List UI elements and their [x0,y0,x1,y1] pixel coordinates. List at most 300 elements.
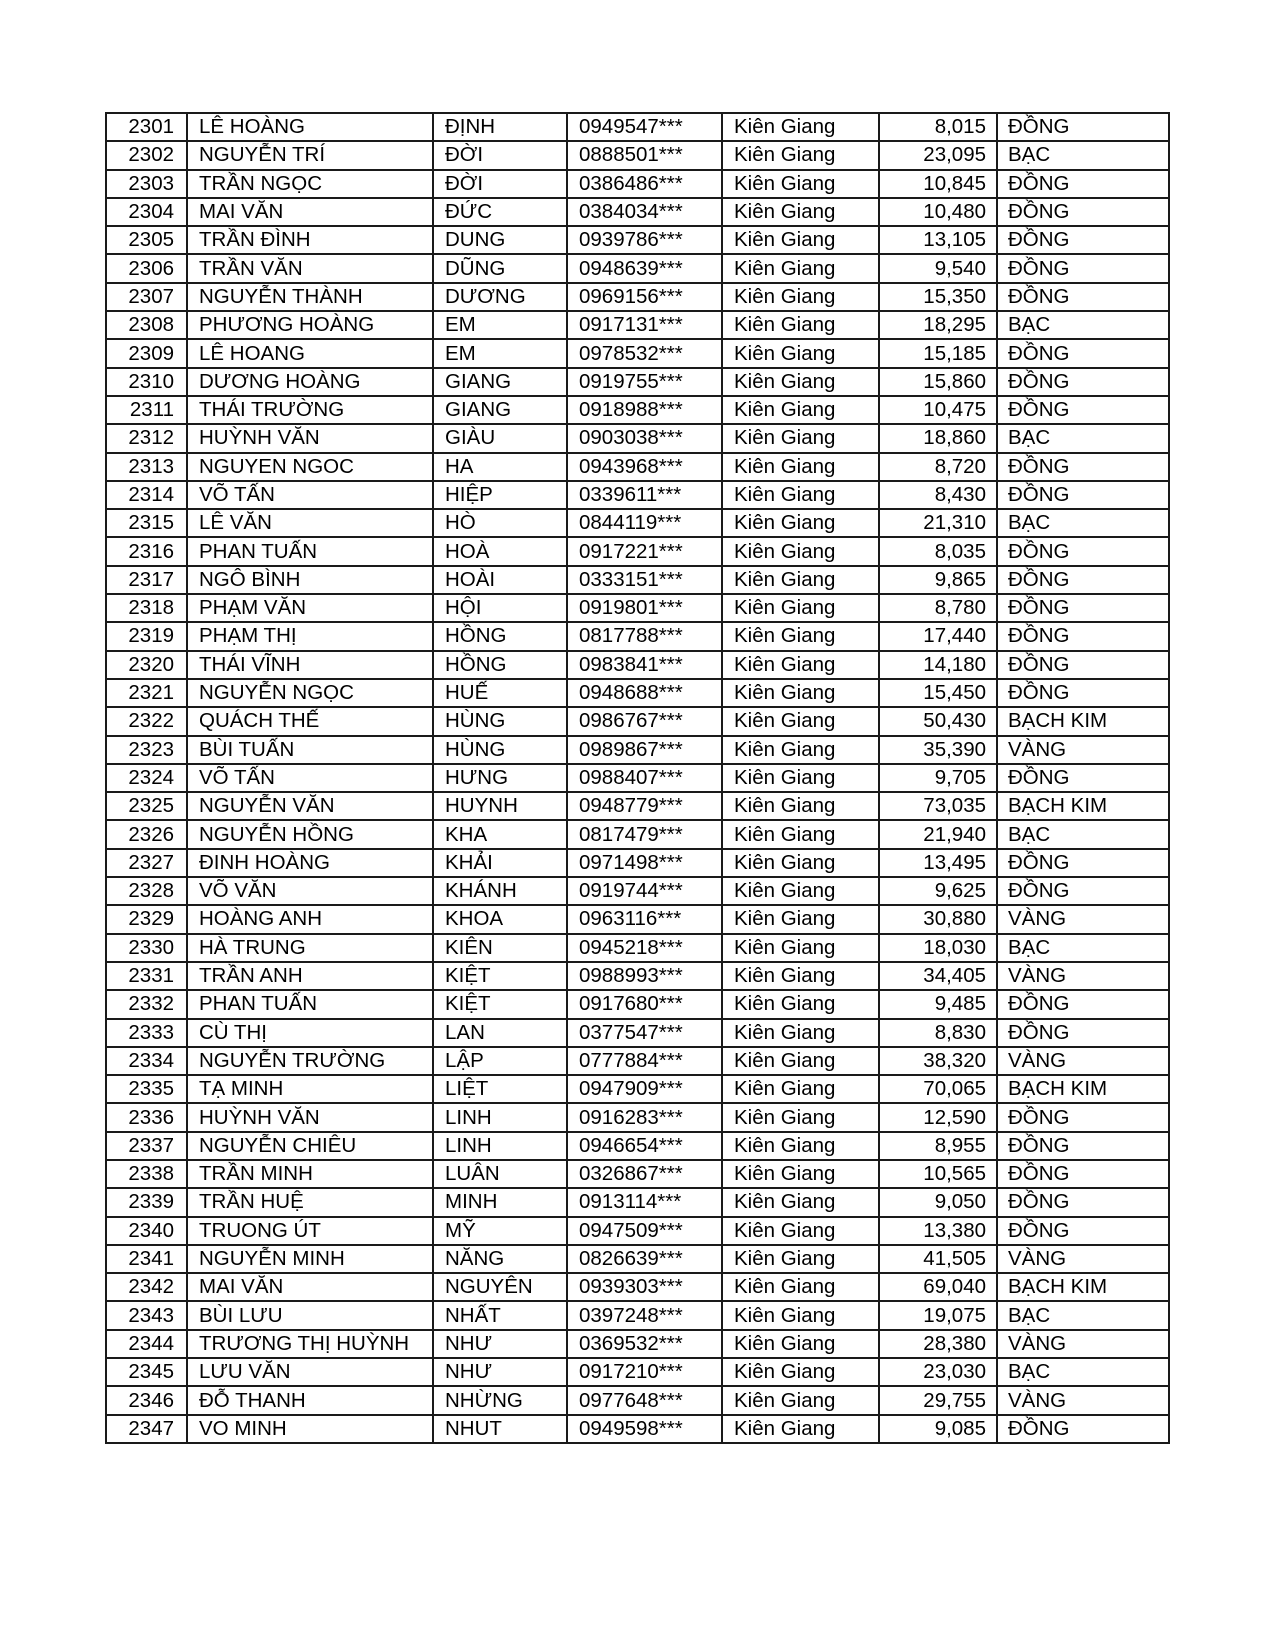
family-name-cell: NGUYỄN TRƯỜNG [187,1047,433,1075]
score-cell: 10,565 [879,1160,997,1188]
score-cell: 8,035 [879,537,997,565]
rank-cell: BẠC [997,141,1169,169]
family-name-cell: NGUYỄN CHIÊU [187,1132,433,1160]
row-number: 2316 [106,537,187,565]
row-number: 2315 [106,509,187,537]
row-number: 2329 [106,905,187,933]
rank-cell: ĐỒNG [997,1188,1169,1216]
rank-cell: BẠCH KIM [997,1273,1169,1301]
row-number: 2322 [106,707,187,735]
family-name-cell: PHAN TUẤN [187,990,433,1018]
score-cell: 21,940 [879,820,997,848]
rank-cell: ĐỒNG [997,651,1169,679]
table-row [106,198,1169,226]
phone-cell: 0949598*** [567,1415,722,1443]
given-name-cell: LIỆT [433,1075,567,1103]
phone-cell: 0969156*** [567,283,722,311]
row-number: 2320 [106,651,187,679]
phone-cell: 0913114*** [567,1188,722,1216]
province-cell: Kiên Giang [722,1415,879,1443]
family-name-cell: NGUYỄN NGỌC [187,679,433,707]
province-cell: Kiên Giang [722,226,879,254]
table-row [106,651,1169,679]
table-row [106,170,1169,198]
given-name-cell: HỒNG [433,622,567,650]
province-cell: Kiên Giang [722,707,879,735]
table-row [106,566,1169,594]
family-name-cell: LÊ VĂN [187,509,433,537]
given-name-cell: ĐỨC [433,198,567,226]
given-name-cell: EM [433,311,567,339]
row-number: 2340 [106,1217,187,1245]
province-cell: Kiên Giang [722,566,879,594]
province-cell: Kiên Giang [722,651,879,679]
given-name-cell: HƯNG [433,764,567,792]
family-name-cell: LÊ HOÀNG [187,113,433,141]
rank-cell: ĐỒNG [997,368,1169,396]
rank-cell: BẠC [997,1358,1169,1386]
phone-cell: 0963116*** [567,905,722,933]
score-cell: 12,590 [879,1103,997,1131]
table-row [106,1188,1169,1216]
given-name-cell: KIỆT [433,962,567,990]
province-cell: Kiên Giang [722,1047,879,1075]
province-cell: Kiên Giang [722,311,879,339]
row-number: 2334 [106,1047,187,1075]
table-row [106,113,1169,141]
row-number: 2347 [106,1415,187,1443]
row-number: 2339 [106,1188,187,1216]
score-cell: 8,955 [879,1132,997,1160]
score-cell: 8,720 [879,453,997,481]
rank-cell: ĐỒNG [997,198,1169,226]
rank-cell: ĐỒNG [997,537,1169,565]
given-name-cell: HOÀ [433,537,567,565]
phone-cell: 0333151*** [567,566,722,594]
province-cell: Kiên Giang [722,1019,879,1047]
row-number: 2309 [106,339,187,367]
score-cell: 9,540 [879,254,997,282]
table-row [106,368,1169,396]
province-cell: Kiên Giang [722,1075,879,1103]
table-row [106,679,1169,707]
rank-cell: ĐỒNG [997,396,1169,424]
row-number: 2308 [106,311,187,339]
score-cell: 9,485 [879,990,997,1018]
family-name-cell: NGÔ BÌNH [187,566,433,594]
table-row [106,736,1169,764]
rank-cell: BẠC [997,934,1169,962]
table-row [106,1103,1169,1131]
family-name-cell: THÁI TRƯỜNG [187,396,433,424]
rank-cell: BẠC [997,509,1169,537]
family-name-cell: VÕ TẤN [187,764,433,792]
row-number: 2325 [106,792,187,820]
rank-cell: ĐỒNG [997,1132,1169,1160]
given-name-cell: MỸ [433,1217,567,1245]
score-cell: 13,495 [879,849,997,877]
family-name-cell: TRẦN ANH [187,962,433,990]
province-cell: Kiên Giang [722,1358,879,1386]
province-cell: Kiên Giang [722,1301,879,1329]
score-cell: 18,860 [879,424,997,452]
given-name-cell: HÙNG [433,736,567,764]
phone-cell: 0948688*** [567,679,722,707]
row-number: 2304 [106,198,187,226]
table-row [106,905,1169,933]
province-cell: Kiên Giang [722,254,879,282]
rank-cell: VÀNG [997,1047,1169,1075]
family-name-cell: TRẦN HUỆ [187,1188,433,1216]
score-cell: 29,755 [879,1386,997,1414]
score-cell: 8,830 [879,1019,997,1047]
given-name-cell: KHA [433,820,567,848]
phone-cell: 0988407*** [567,764,722,792]
province-cell: Kiên Giang [722,1273,879,1301]
family-name-cell: TRẦN MINH [187,1160,433,1188]
rank-cell: VÀNG [997,1245,1169,1273]
given-name-cell: KIỆT [433,990,567,1018]
row-number: 2338 [106,1160,187,1188]
family-name-cell: MAI VĂN [187,198,433,226]
row-number: 2326 [106,820,187,848]
family-name-cell: TRẦN ĐÌNH [187,226,433,254]
score-cell: 30,880 [879,905,997,933]
given-name-cell: HOÀI [433,566,567,594]
table-row [106,962,1169,990]
table-row [106,1415,1169,1443]
row-number: 2332 [106,990,187,1018]
family-name-cell: PHẠM VĂN [187,594,433,622]
phone-cell: 0377547*** [567,1019,722,1047]
rank-cell: ĐỒNG [997,566,1169,594]
score-cell: 9,865 [879,566,997,594]
rank-cell: VÀNG [997,962,1169,990]
table-row [106,1132,1169,1160]
province-cell: Kiên Giang [722,537,879,565]
row-number: 2318 [106,594,187,622]
table-row [106,849,1169,877]
province-cell: Kiên Giang [722,481,879,509]
table-row [106,537,1169,565]
phone-cell: 0384034*** [567,198,722,226]
score-cell: 17,440 [879,622,997,650]
phone-cell: 0844119*** [567,509,722,537]
score-cell: 15,860 [879,368,997,396]
rank-cell: ĐỒNG [997,170,1169,198]
family-name-cell: NGUYỄN MINH [187,1245,433,1273]
province-cell: Kiên Giang [722,453,879,481]
phone-cell: 0369532*** [567,1330,722,1358]
rank-cell: ĐỒNG [997,877,1169,905]
family-name-cell: VÕ VĂN [187,877,433,905]
score-cell: 9,625 [879,877,997,905]
score-cell: 21,310 [879,509,997,537]
rank-cell: ĐỒNG [997,849,1169,877]
row-number: 2313 [106,453,187,481]
phone-cell: 0986767*** [567,707,722,735]
province-cell: Kiên Giang [722,396,879,424]
phone-cell: 0917221*** [567,537,722,565]
table-row [106,764,1169,792]
given-name-cell: EM [433,339,567,367]
phone-cell: 0888501*** [567,141,722,169]
province-cell: Kiên Giang [722,368,879,396]
score-cell: 10,845 [879,170,997,198]
score-cell: 9,085 [879,1415,997,1443]
given-name-cell: ĐỊNH [433,113,567,141]
row-number: 2305 [106,226,187,254]
document-page [105,112,1168,1444]
table-row [106,1301,1169,1329]
rank-cell: ĐỒNG [997,764,1169,792]
table-row [106,481,1169,509]
table-row [106,1075,1169,1103]
table-row [106,453,1169,481]
province-cell: Kiên Giang [722,594,879,622]
rank-cell: VÀNG [997,1330,1169,1358]
rank-cell: VÀNG [997,1386,1169,1414]
phone-cell: 0919755*** [567,368,722,396]
rank-cell: ĐỒNG [997,453,1169,481]
row-number: 2323 [106,736,187,764]
row-number: 2303 [106,170,187,198]
family-name-cell: LÊ HOANG [187,339,433,367]
phone-cell: 0339611*** [567,481,722,509]
score-cell: 18,295 [879,311,997,339]
province-cell: Kiên Giang [722,198,879,226]
family-name-cell: DƯƠNG HOÀNG [187,368,433,396]
table-row [106,622,1169,650]
row-number: 2346 [106,1386,187,1414]
score-cell: 8,780 [879,594,997,622]
given-name-cell: HÙNG [433,707,567,735]
phone-cell: 0988993*** [567,962,722,990]
given-name-cell: NHẤT [433,1301,567,1329]
table-row [106,1330,1169,1358]
phone-cell: 0939303*** [567,1273,722,1301]
given-name-cell: HUẾ [433,679,567,707]
province-cell: Kiên Giang [722,905,879,933]
score-cell: 35,390 [879,736,997,764]
phone-cell: 0917210*** [567,1358,722,1386]
province-cell: Kiên Giang [722,1386,879,1414]
family-name-cell: PHƯƠNG HOÀNG [187,311,433,339]
rank-cell: ĐỒNG [997,1160,1169,1188]
rank-cell: BẠCH KIM [997,707,1169,735]
given-name-cell: LUÂN [433,1160,567,1188]
score-cell: 70,065 [879,1075,997,1103]
given-name-cell: KIÊN [433,934,567,962]
phone-cell: 0919744*** [567,877,722,905]
score-cell: 19,075 [879,1301,997,1329]
province-cell: Kiên Giang [722,990,879,1018]
given-name-cell: LINH [433,1132,567,1160]
rank-cell: BẠC [997,1301,1169,1329]
family-name-cell: VÕ TẤN [187,481,433,509]
table-row [106,1217,1169,1245]
table-row [106,820,1169,848]
given-name-cell: GIÀU [433,424,567,452]
score-cell: 8,430 [879,481,997,509]
rank-cell: ĐỒNG [997,226,1169,254]
family-name-cell: MAI VĂN [187,1273,433,1301]
table-row [106,877,1169,905]
table-row [106,1245,1169,1273]
province-cell: Kiên Giang [722,170,879,198]
given-name-cell: KHẢI [433,849,567,877]
given-name-cell: ĐỜI [433,141,567,169]
given-name-cell: HUYNH [433,792,567,820]
table-row [106,509,1169,537]
phone-cell: 0978532*** [567,339,722,367]
rank-cell: ĐỒNG [997,283,1169,311]
table-row [106,934,1169,962]
row-number: 2311 [106,396,187,424]
province-cell: Kiên Giang [722,792,879,820]
rank-cell: VÀNG [997,736,1169,764]
phone-cell: 0983841*** [567,651,722,679]
family-name-cell: PHAN TUẤN [187,537,433,565]
given-name-cell: HỒNG [433,651,567,679]
province-cell: Kiên Giang [722,820,879,848]
province-cell: Kiên Giang [722,1132,879,1160]
row-number: 2310 [106,368,187,396]
family-name-cell: NGUYỄN VĂN [187,792,433,820]
row-number: 2341 [106,1245,187,1273]
family-name-cell: LƯU VĂN [187,1358,433,1386]
score-cell: 38,320 [879,1047,997,1075]
province-cell: Kiên Giang [722,509,879,537]
family-name-cell: CÙ THỊ [187,1019,433,1047]
score-cell: 10,475 [879,396,997,424]
row-number: 2319 [106,622,187,650]
table-row [106,1273,1169,1301]
row-number: 2336 [106,1103,187,1131]
phone-cell: 0386486*** [567,170,722,198]
phone-cell: 0946654*** [567,1132,722,1160]
score-cell: 73,035 [879,792,997,820]
phone-cell: 0971498*** [567,849,722,877]
given-name-cell: KHÁNH [433,877,567,905]
given-name-cell: LẬP [433,1047,567,1075]
score-cell: 41,505 [879,1245,997,1273]
given-name-cell: LAN [433,1019,567,1047]
rank-cell: ĐỒNG [997,481,1169,509]
score-cell: 15,185 [879,339,997,367]
province-cell: Kiên Giang [722,679,879,707]
given-name-cell: KHOA [433,905,567,933]
row-number: 2337 [106,1132,187,1160]
province-cell: Kiên Giang [722,141,879,169]
rank-cell: BẠC [997,311,1169,339]
score-cell: 9,705 [879,764,997,792]
score-cell: 13,105 [879,226,997,254]
province-cell: Kiên Giang [722,877,879,905]
province-cell: Kiên Giang [722,622,879,650]
row-number: 2327 [106,849,187,877]
phone-cell: 0917131*** [567,311,722,339]
row-number: 2324 [106,764,187,792]
phone-cell: 0903038*** [567,424,722,452]
table-row [106,1019,1169,1047]
family-name-cell: BÙI LƯU [187,1301,433,1329]
phone-cell: 0943968*** [567,453,722,481]
phone-cell: 0918988*** [567,396,722,424]
table-row [106,707,1169,735]
row-number: 2307 [106,283,187,311]
table-row [106,1358,1169,1386]
family-name-cell: TRẦN NGỌC [187,170,433,198]
phone-cell: 0949547*** [567,113,722,141]
family-name-cell: ĐINH HOÀNG [187,849,433,877]
rank-cell: ĐỒNG [997,1103,1169,1131]
phone-cell: 0777884*** [567,1047,722,1075]
province-cell: Kiên Giang [722,1245,879,1273]
given-name-cell: DƯƠNG [433,283,567,311]
province-cell: Kiên Giang [722,339,879,367]
given-name-cell: NHỪNG [433,1386,567,1414]
table-row [106,990,1169,1018]
province-cell: Kiên Giang [722,849,879,877]
given-name-cell: HIỆP [433,481,567,509]
table-row [106,1160,1169,1188]
family-name-cell: NGUYỄN THÀNH [187,283,433,311]
phone-cell: 0397248*** [567,1301,722,1329]
family-name-cell: BÙI TUẤN [187,736,433,764]
family-name-cell: NGUYEN NGOC [187,453,433,481]
score-cell: 15,350 [879,283,997,311]
phone-cell: 0948639*** [567,254,722,282]
table-row [106,311,1169,339]
row-number: 2342 [106,1273,187,1301]
given-name-cell: HỘI [433,594,567,622]
phone-cell: 0989867*** [567,736,722,764]
family-name-cell: QUÁCH THẾ [187,707,433,735]
rank-cell: BẠCH KIM [997,1075,1169,1103]
table-row [106,396,1169,424]
given-name-cell: NHUT [433,1415,567,1443]
rank-cell: BẠCH KIM [997,792,1169,820]
province-cell: Kiên Giang [722,283,879,311]
given-name-cell: HÒ [433,509,567,537]
given-name-cell: ĐỜI [433,170,567,198]
score-cell: 13,380 [879,1217,997,1245]
row-number: 2312 [106,424,187,452]
row-number: 2321 [106,679,187,707]
table-row [106,283,1169,311]
rank-cell: ĐỒNG [997,113,1169,141]
row-number: 2301 [106,113,187,141]
province-cell: Kiên Giang [722,1217,879,1245]
phone-cell: 0945218*** [567,934,722,962]
rank-cell: BẠC [997,820,1169,848]
table-row [106,594,1169,622]
row-number: 2333 [106,1019,187,1047]
rank-cell: ĐỒNG [997,1415,1169,1443]
province-cell: Kiên Giang [722,1188,879,1216]
table-row [106,424,1169,452]
family-name-cell: PHẠM THỊ [187,622,433,650]
family-name-cell: NGUYỄN HỒNG [187,820,433,848]
rank-cell: ĐỒNG [997,1217,1169,1245]
row-number: 2344 [106,1330,187,1358]
phone-cell: 0948779*** [567,792,722,820]
score-cell: 15,450 [879,679,997,707]
rank-cell: BẠC [997,424,1169,452]
phone-cell: 0947909*** [567,1075,722,1103]
score-cell: 23,095 [879,141,997,169]
